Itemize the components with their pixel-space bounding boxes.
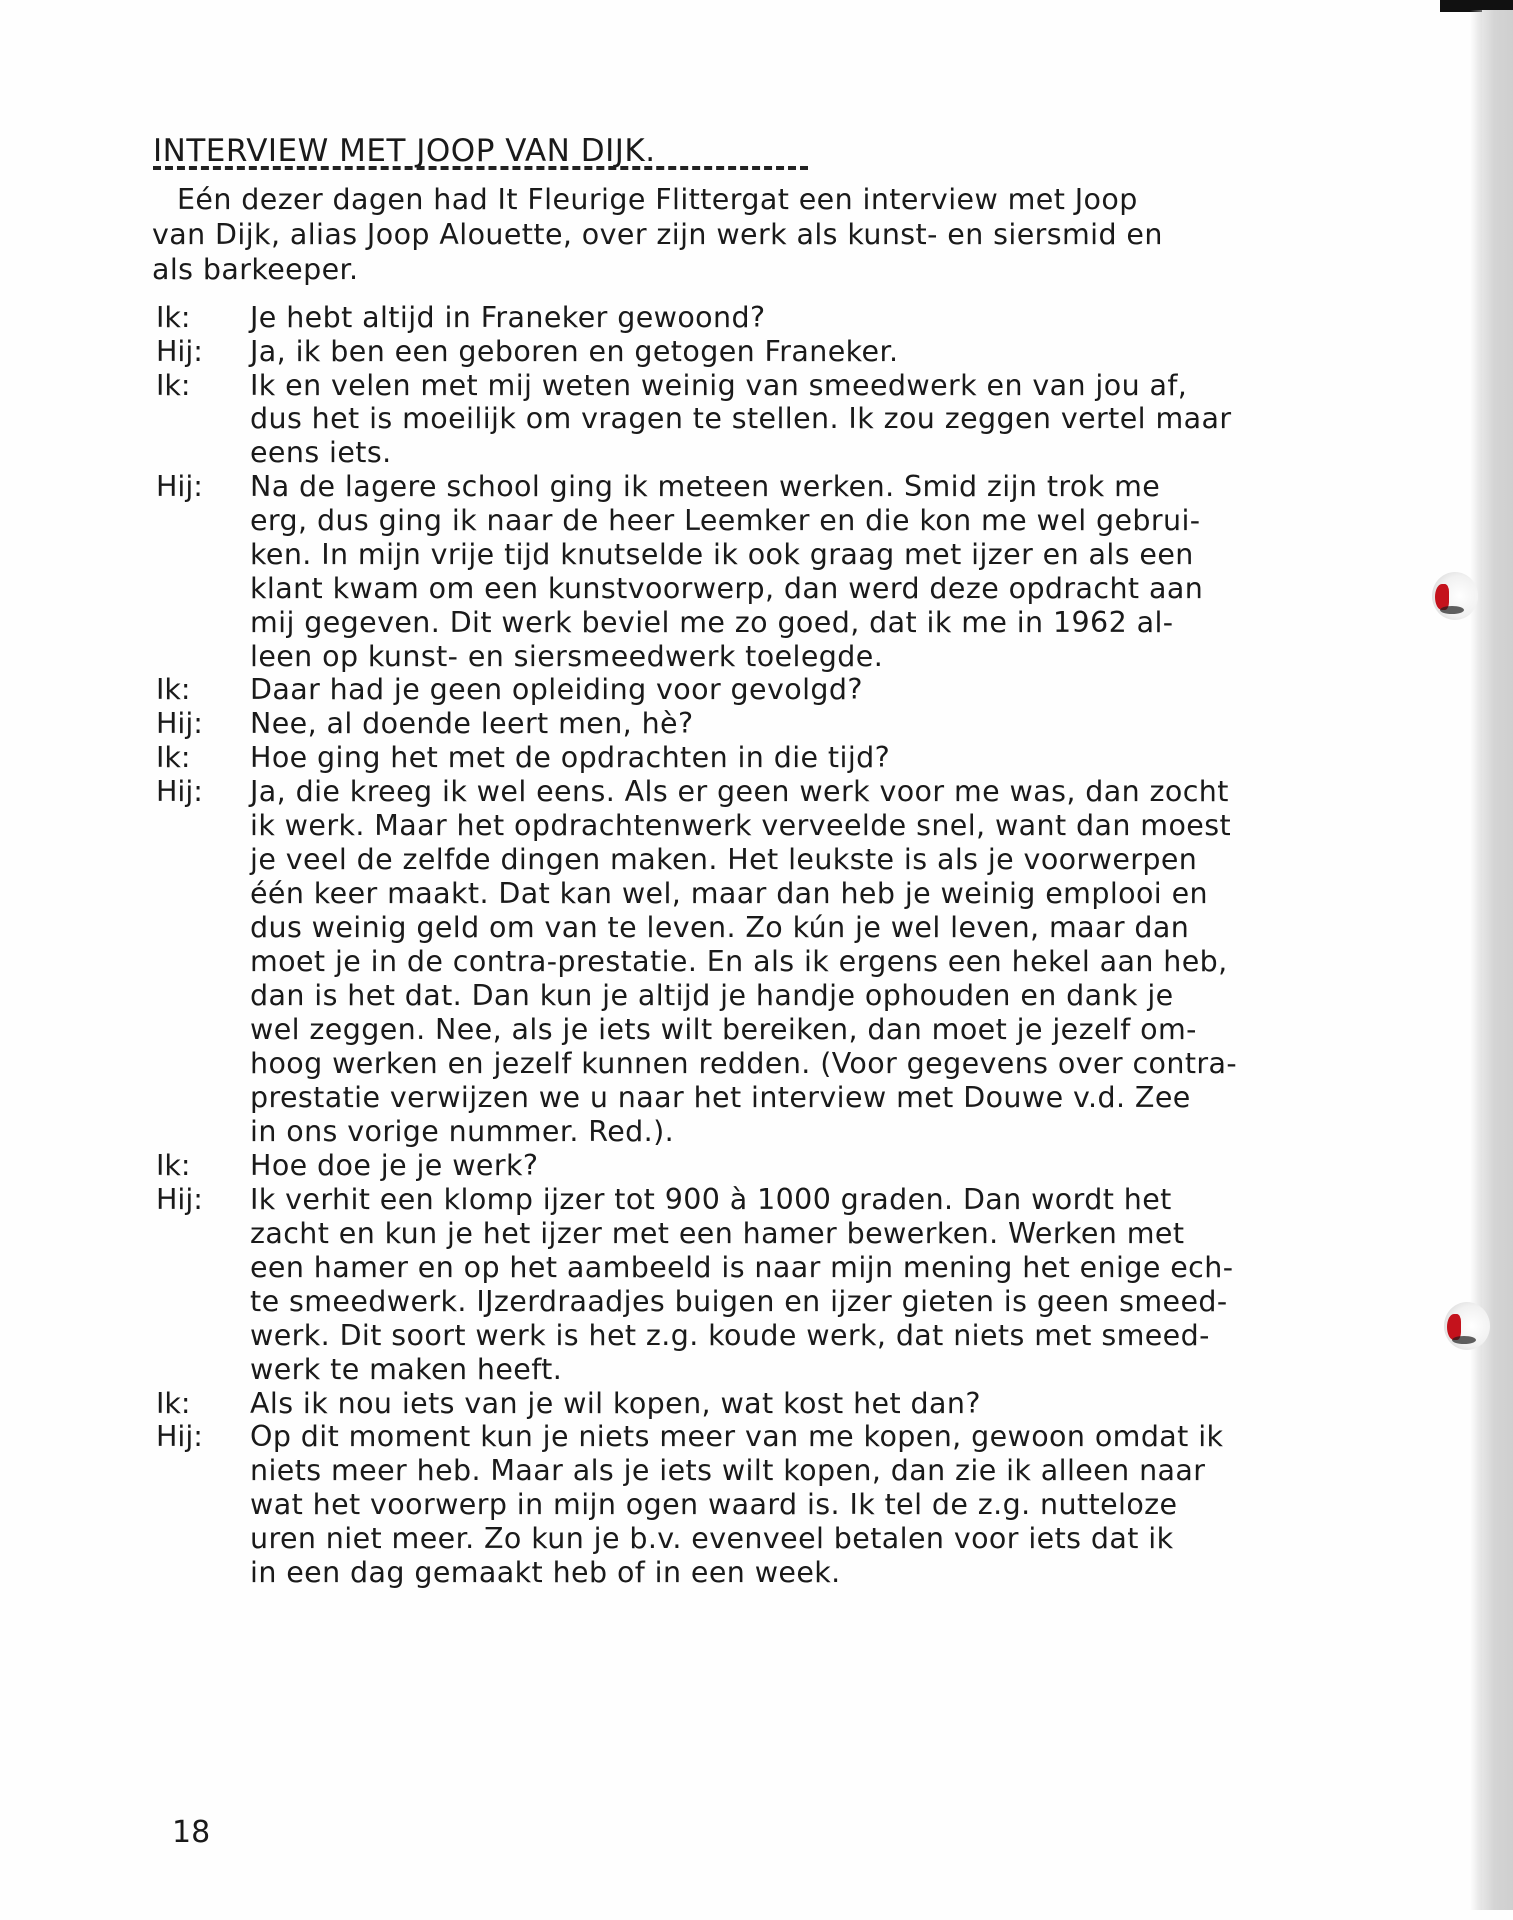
dialogue-line: werk te maken heeft. bbox=[250, 1353, 563, 1386]
dialogue-line: moet je in de contra-prestatie. En als ik ergens een hekel aan heb, bbox=[250, 945, 1228, 978]
title-dashed-underline bbox=[153, 166, 808, 170]
dialogue-line: Ja, die kreeg ik wel eens. Als er geen werk voor me was, dan zocht bbox=[250, 775, 1229, 808]
speaker-label: Ik: bbox=[156, 1387, 191, 1420]
dialogue-line: Nee, al doende leert men, hè? bbox=[250, 707, 694, 740]
speaker-label: Hij: bbox=[156, 707, 203, 740]
dialogue-line: mij gegeven. Dit werk beviel me zo goed, dat ik me in 1962 al- bbox=[250, 606, 1174, 639]
dialogue-line: dus weinig geld om van te leven. Zo kún je wel leven, maar dan bbox=[250, 911, 1190, 944]
speaker-label: Ik: bbox=[156, 1149, 191, 1182]
dialogue-line: Na de lagere school ging ik meteen werken. Smid zijn trok me bbox=[250, 470, 1161, 503]
dialogue-line: in ons vorige nummer. Red.). bbox=[250, 1115, 675, 1148]
dialogue-line: uren niet meer. Zo kun je b.v. evenveel betalen voor iets dat ik bbox=[250, 1522, 1174, 1555]
dialogue-line: een hamer en op het aambeeld is naar mijn mening het enige ech- bbox=[250, 1251, 1234, 1284]
dialogue-line: zacht en kun je het ijzer met een hamer bewerken. Werken met bbox=[250, 1217, 1185, 1250]
speaker-label: Hij: bbox=[156, 775, 203, 808]
dialogue-line: dan is het dat. Dan kun je altijd je handje ophouden en dank je bbox=[250, 979, 1174, 1012]
speaker-label: Ik: bbox=[156, 741, 191, 774]
intro-line: van Dijk, alias Joop Alouette, over zijn werk als kunst- en siersmid en bbox=[152, 218, 1163, 251]
dialogue-line: klant kwam om een kunstvoorwerp, dan werd deze opdracht aan bbox=[250, 572, 1204, 605]
dialogue-line: Daar had je geen opleiding voor gevolgd? bbox=[250, 673, 863, 706]
dialogue-line: Hoe ging het met de opdrachten in die tijd? bbox=[250, 741, 891, 774]
dialogue-line: je veel de zelfde dingen maken. Het leukste is als je voorwerpen bbox=[250, 843, 1198, 876]
dialogue-line: Hoe doe je je werk? bbox=[250, 1149, 539, 1182]
dialogue-line: erg, dus ging ik naar de heer Leemker en die kon me wel gebrui- bbox=[250, 504, 1201, 537]
ring-dark-mark bbox=[1452, 1336, 1476, 1344]
dialogue-line: Ik verhit een klomp ijzer tot 900 à 1000 graden. Dan wordt het bbox=[250, 1183, 1172, 1216]
dialogue-line: eens iets. bbox=[250, 436, 392, 469]
dialogue-line: wat het voorwerp in mijn ogen waard is. Ik tel de z.g. nutteloze bbox=[250, 1488, 1178, 1521]
speaker-label: Hij: bbox=[156, 1420, 203, 1453]
dialogue-line: ik werk. Maar het opdrachtenwerk verveelde snel, want dan moest bbox=[250, 809, 1232, 842]
speaker-label: Ik: bbox=[156, 301, 191, 334]
binding-strip bbox=[1482, 10, 1513, 1910]
binding-ring-icon bbox=[1432, 572, 1478, 620]
dialogue-line: te smeedwerk. IJzerdraadjes buigen en ijzer gieten is geen smeed- bbox=[250, 1285, 1228, 1318]
dialogue-line: niets meer heb. Maar als je iets wilt kopen, dan zie ik alleen naar bbox=[250, 1454, 1206, 1487]
intro-line: Eén dezer dagen had It Fleurige Flittergat een interview met Joop bbox=[177, 183, 1138, 216]
dialogue-line: ken. In mijn vrije tijd knutselde ik ook graag met ijzer en als een bbox=[250, 538, 1194, 571]
dialogue-line: Ik en velen met mij weten weinig van smeedwerk en van jou af, bbox=[250, 369, 1188, 402]
dialogue-line: hoog werken en jezelf kunnen redden. (Voor gegevens over contra- bbox=[250, 1047, 1238, 1080]
binding-ring-icon bbox=[1444, 1302, 1490, 1350]
dialogue-line: Als ik nou iets van je wil kopen, wat kost het dan? bbox=[250, 1387, 981, 1420]
speaker-label: Ik: bbox=[156, 369, 191, 402]
dialogue-line: één keer maakt. Dat kan wel, maar dan heb je weinig emplooi en bbox=[250, 877, 1208, 910]
dialogue-line: Op dit moment kun je niets meer van me kopen, gewoon omdat ik bbox=[250, 1420, 1224, 1453]
dialogue-line: prestatie verwijzen we u naar het interview met Douwe v.d. Zee bbox=[250, 1081, 1191, 1114]
dialogue-line: dus het is moeilijk om vragen te stellen. Ik zou zeggen vertel maar bbox=[250, 402, 1232, 435]
speaker-label: Hij: bbox=[156, 1183, 203, 1216]
dialogue-line: Ja, ik ben een geboren en getogen Franeker. bbox=[250, 335, 899, 368]
dialogue-line: in een dag gemaakt heb of in een week. bbox=[250, 1556, 841, 1589]
dialogue-line: Je hebt altijd in Franeker gewoond? bbox=[250, 301, 766, 334]
speaker-label: Hij: bbox=[156, 335, 203, 368]
dialogue-line: werk. Dit soort werk is het z.g. koude werk, dat niets met smeed- bbox=[250, 1319, 1210, 1352]
intro-line: als barkeeper. bbox=[152, 253, 359, 286]
speaker-label: Ik: bbox=[156, 673, 191, 706]
dialogue-line: wel zeggen. Nee, als je iets wilt bereiken, dan moet je jezelf om- bbox=[250, 1013, 1197, 1046]
page-title: INTERVIEW MET JOOP VAN DIJK. bbox=[153, 133, 656, 169]
speaker-label: Hij: bbox=[156, 470, 203, 503]
ring-dark-mark bbox=[1440, 606, 1464, 614]
page-number: 18 bbox=[172, 1815, 211, 1850]
dialogue-line: leen op kunst- en siersmeedwerk toelegde. bbox=[250, 640, 884, 673]
